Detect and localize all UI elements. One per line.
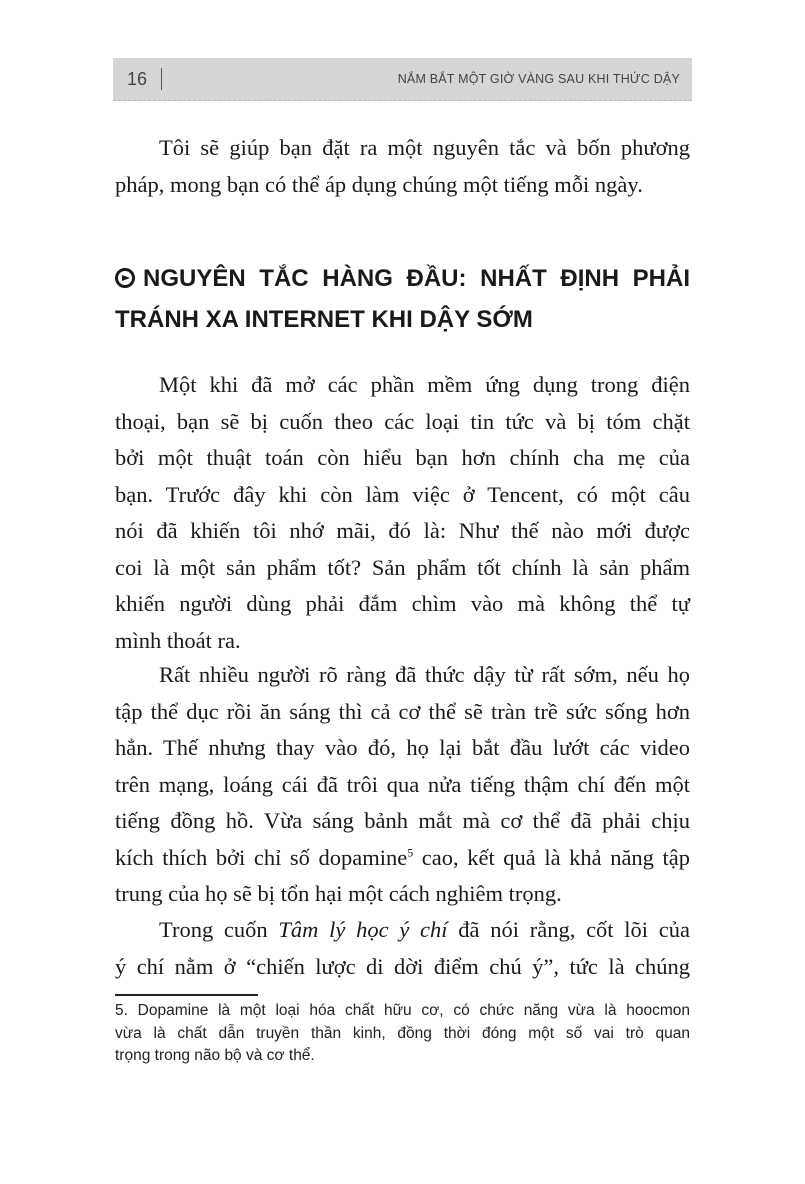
text: đã nói rằng, cốt lõi của [447, 917, 690, 942]
text-line: trung của họ sẽ bị tổn hại một cách nghiêm trọng. [115, 881, 562, 906]
text-line: khiến người dùng phải đắm chìm vào mà không thể tự [115, 591, 690, 616]
book-title: Tâm lý học ý chí [278, 917, 448, 942]
text-line: thoại, bạn sẽ bị cuốn theo các loại tin tức và bị tóm chặt [115, 408, 690, 434]
text: kích thích bởi chỉ số dopamine [115, 844, 408, 870]
intro-paragraph [115, 130, 690, 203]
circled-arrow-icon [115, 268, 135, 288]
text-line: tiếng đồng hồ. Vừa sáng bảnh mắt mà cơ thể đã phải chịu [115, 808, 690, 833]
footnote [115, 1000, 690, 1068]
text-line: hẳn. Thế nhưng thay vào đó, họ lại bắt đầu lướt các video [115, 735, 690, 760]
text-line: bạn. Trước đây khi còn làm việc ở Tencent, có một câu [115, 481, 690, 507]
text-line [115, 840, 690, 877]
heading-line: TRÁNH XA INTERNET KHI DẬY SỚM [115, 306, 533, 333]
footnote-line: 5. Dopamine là một loại hóa chất hữu cơ, có chức năng vừa là hoocmon [115, 1002, 690, 1019]
text-line: mình thoát ra. [115, 627, 241, 653]
footnote-ref[interactable]: 5 [407, 845, 414, 859]
text-line: Tôi sẽ giúp bạn đặt ra một nguyên tắc và bốn phương [159, 135, 690, 160]
header-divider [161, 68, 162, 90]
text-line: Rất nhiều người rõ ràng đã thức dậy từ rất sớm, nếu họ [159, 662, 690, 687]
text: cao, kết quả là khả năng tập [413, 844, 690, 870]
text-line: Một khi đã mở các phần mềm ứng dụng trong điện [159, 372, 690, 397]
text-line: trên mạng, loáng cái đã trôi qua nửa tiếng thậm chí đến một [115, 771, 690, 797]
text-line: pháp, mong bạn có thể áp dụng chúng một tiếng mỗi ngày. [115, 171, 643, 197]
footnote-rule [115, 994, 258, 996]
paragraph-1 [115, 367, 690, 659]
running-title: NẮM BẮT MỘT GIỜ VÀNG SAU KHI THỨC DẬY [397, 72, 680, 86]
running-header [113, 58, 692, 101]
heading-line: NGUYÊN TẮC HÀNG ĐẦU: NHẤT ĐỊNH PHẢI [143, 265, 690, 292]
page-number: 16 [127, 69, 148, 89]
paragraph-3 [115, 912, 690, 985]
section-heading [115, 258, 690, 340]
text-line: ý chí nằm ở “chiến lược di dời điểm chú ý”, tức là chúng [115, 953, 690, 979]
text: Trong cuốn [159, 917, 279, 942]
text-line: coi là một sản phẩm tốt? Sản phẩm tốt chính là sản phẩm [115, 554, 690, 580]
footnote-line: trọng trong não bộ và cơ thể. [115, 1047, 315, 1064]
footnote-line: vừa là chất dẫn truyền thần kinh, đồng thời đóng một số vai trò quan [115, 1024, 690, 1042]
text-line: nói đã khiến tôi nhớ mãi, đó là: Như thế nào mới được [115, 518, 690, 543]
text-line: tập thể dục rồi ăn sáng thì cả cơ thể sẽ tràn trề sức sống hơn [115, 698, 690, 724]
text-line [115, 912, 690, 949]
text-line: bởi một thuật toán còn hiểu bạn hơn chính cha mẹ của [115, 445, 690, 470]
paragraph-2 [115, 657, 690, 913]
